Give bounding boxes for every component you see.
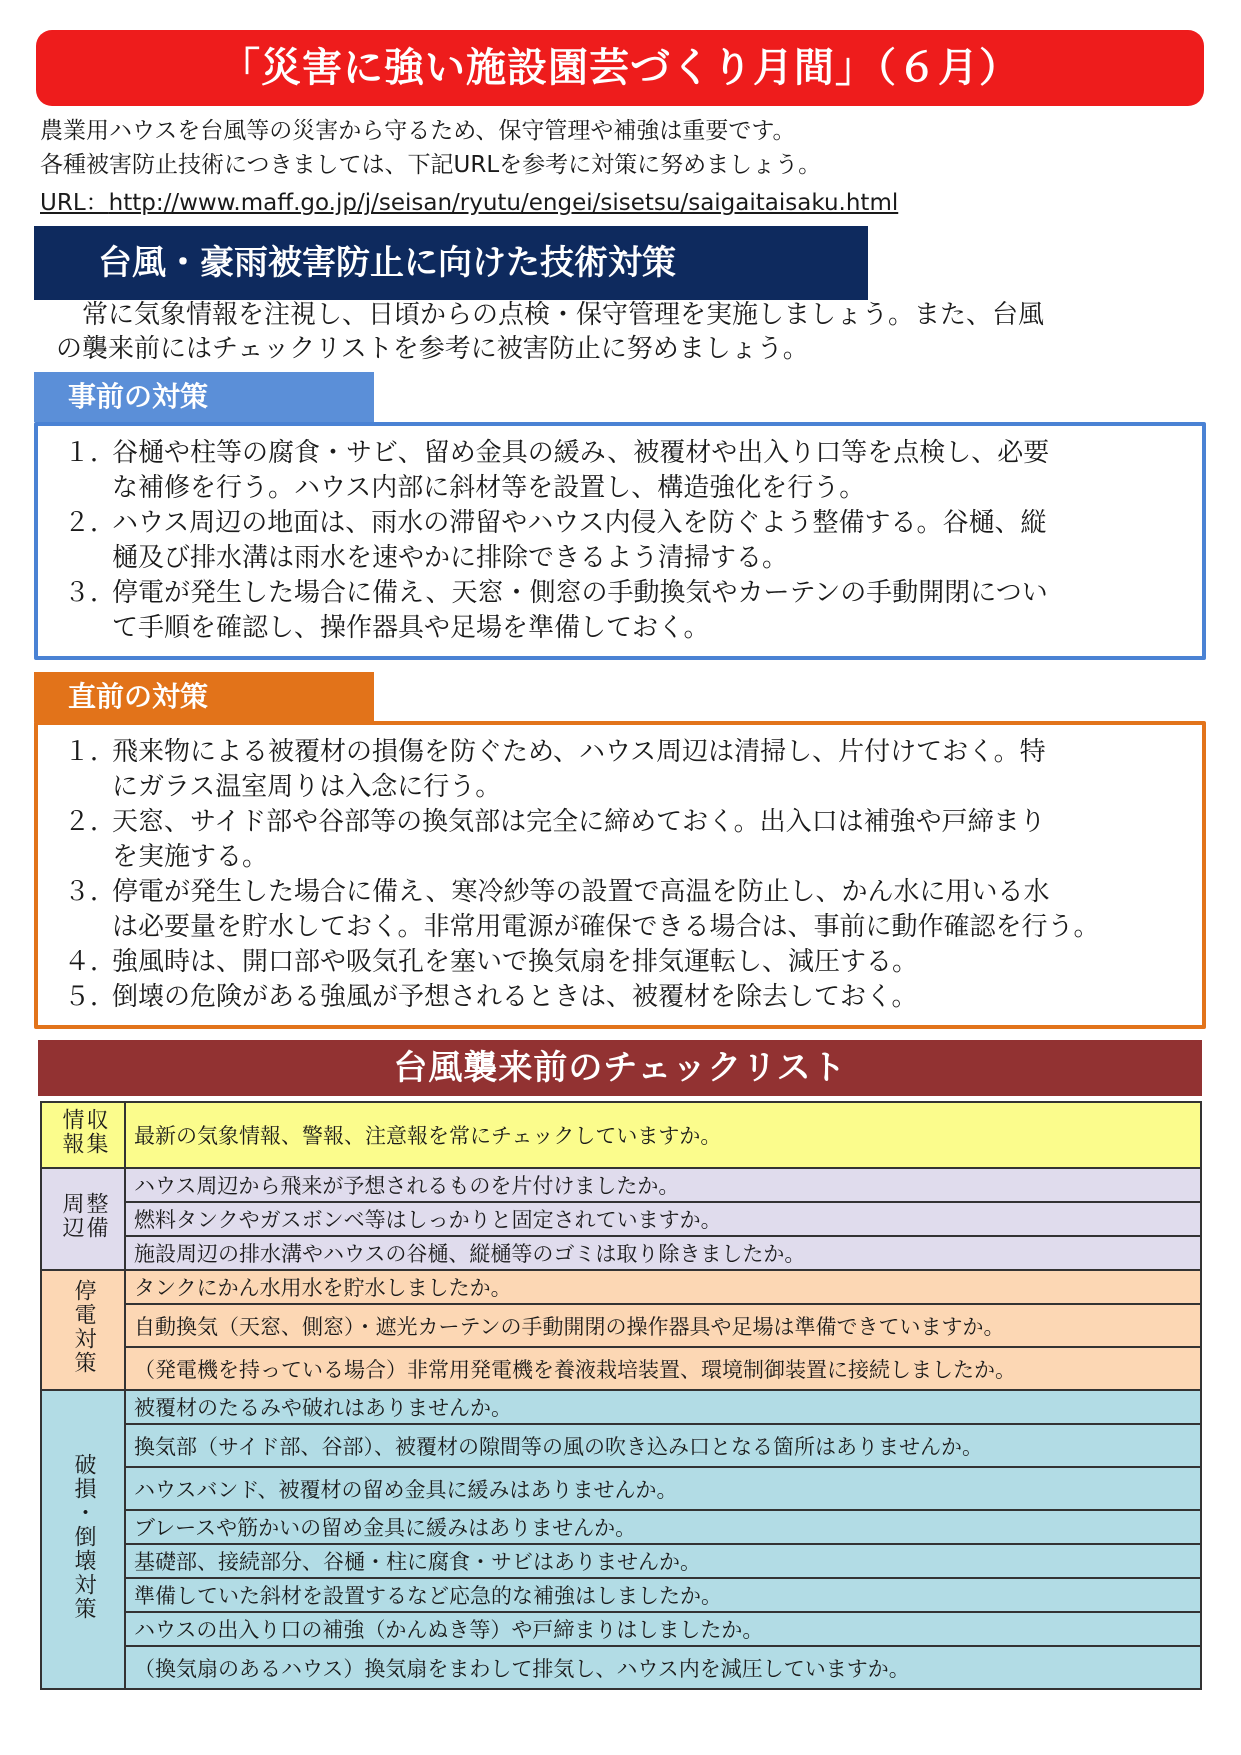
item-text: 飛来物による被覆材の損傷を防ぐため、ハウス周辺は清掃し、片付けておく。特 (112, 737, 1046, 767)
list-item (64, 980, 1182, 1015)
category-label: 破損・倒壊対策 (71, 1452, 96, 1621)
table-row (41, 1202, 1201, 1236)
table-row (41, 1578, 1201, 1612)
section-title: 台風・豪雨被害防止に向けた技術対策 (34, 226, 868, 300)
table-row (41, 1168, 1201, 1202)
table-row (41, 1646, 1201, 1689)
item-number: １． (64, 737, 117, 767)
item-number: ５． (64, 982, 117, 1012)
intro-line: 各種被害防止技術につきましては、下記URLを参考に対策に努めましょう。 (40, 152, 822, 178)
item-text: は必要量を貯水しておく。非常用電源が確保できる場合は、事前に動作確認を行う。 (112, 912, 1100, 942)
item-number: ３． (64, 877, 117, 907)
table-row (41, 1102, 1201, 1168)
item-text: ハウス周辺の地面は、雨水の滞留やハウス内侵入を防ぐよう整備する。谷樋、縦 (112, 508, 1047, 538)
item-number: ３． (64, 578, 117, 608)
item-text: 強風時は、開口部や吸気孔を塞いで換気扇を排気運転し、減圧する。 (112, 947, 919, 977)
immediate-measures-box (34, 721, 1206, 1029)
intro-text (40, 114, 898, 220)
check-item: （換気扇のあるハウス）換気扇をまわして排気し、ハウス内を減圧していますか。 (125, 1646, 1201, 1689)
category-cell (41, 1168, 125, 1270)
list-item (64, 805, 1182, 875)
item-text: て手順を確認し、操作器具や足場を準備しておく。 (112, 613, 710, 643)
lead-line: 常に気象情報を注視し、日頃からの点検・保守管理を実施しましょう。また、台風 (56, 300, 1045, 330)
immediate-measures-tag: 直前の対策 (34, 672, 374, 722)
category-cell (41, 1102, 125, 1168)
category-label: 収集 (83, 1108, 108, 1156)
table-row (41, 1510, 1201, 1544)
checklist-table (40, 1101, 1202, 1690)
item-text: 天窓、サイド部や谷部等の換気部は完全に締めておく。出入口は補強や戸締まり (112, 807, 1046, 837)
category-cell (41, 1270, 125, 1390)
list-item (64, 506, 1182, 576)
item-number: １． (64, 438, 117, 468)
check-item: ハウスバンド、被覆材の留め金具に緩みはありませんか。 (125, 1467, 1201, 1510)
item-text: 谷樋や柱等の腐食・サビ、留め金具の緩み、被覆材や出入り口等を点検し、必要 (112, 438, 1050, 468)
check-item: ハウス周辺から飛来が予想されるものを片付けましたか。 (125, 1168, 1201, 1202)
table-row (41, 1347, 1201, 1390)
url-line (40, 186, 898, 220)
page-banner: 「災害に強い施設園芸づくり月間」（６月） (36, 30, 1204, 106)
category-label: 情報 (59, 1108, 84, 1156)
item-text: を実施する。 (112, 842, 269, 872)
item-text: 樋及び排水溝は雨水を速やかに排除できるよう清掃する。 (112, 543, 789, 573)
check-item: ブレースや筋かいの留め金具に緩みはありませんか。 (125, 1510, 1201, 1544)
check-item: ハウスの出入り口の補強（かんぬき等）や戸締まりはしましたか。 (125, 1612, 1201, 1646)
item-text: 停電が発生した場合に備え、天窓・側窓の手動換気やカーテンの手動開閉につい (112, 578, 1048, 608)
check-item: 被覆材のたるみや破れはありませんか。 (125, 1390, 1201, 1424)
category-label: 周辺 (59, 1192, 84, 1240)
table-row (41, 1390, 1201, 1424)
check-item: 燃料タンクやガスボンベ等はしっかりと固定されていますか。 (125, 1202, 1201, 1236)
check-item: 自動換気（天窓、側窓）・遮光カーテンの手動開閉の操作器具や足場は準備できていますか。 (125, 1304, 1201, 1347)
item-text: にガラス温室周りは入念に行う。 (112, 772, 502, 802)
item-text: な補修を行う。ハウス内部に斜材等を設置し、構造強化を行う。 (112, 473, 866, 503)
item-number: ４． (64, 947, 117, 977)
table-row (41, 1612, 1201, 1646)
check-item: 基礎部、接続部分、谷樋・柱に腐食・サビはありませんか。 (125, 1544, 1201, 1578)
check-item: 準備していた斜材を設置するなど応急的な補強はしましたか。 (125, 1578, 1201, 1612)
table-row (41, 1424, 1201, 1467)
check-item: 施設周辺の排水溝やハウスの谷樋、縦樋等のゴミは取り除きましたか。 (125, 1236, 1201, 1270)
lead-text (56, 298, 1176, 366)
advance-measures-box (34, 422, 1206, 660)
item-number: ２． (64, 807, 117, 837)
table-row (41, 1270, 1201, 1304)
table-row (41, 1467, 1201, 1510)
list-item (64, 436, 1182, 506)
category-label: 停電対策 (71, 1279, 96, 1375)
list-item (64, 576, 1182, 646)
list-item (64, 875, 1182, 945)
category-label: 整備 (83, 1192, 108, 1240)
table-row (41, 1544, 1201, 1578)
list-item (64, 735, 1182, 805)
list-item (64, 945, 1182, 980)
url-label: URL： (40, 190, 109, 216)
check-item: 換気部（サイド部、谷部）、被覆材の隙間等の風の吹き込み口となる箇所はありませんか。 (125, 1424, 1201, 1467)
category-cell (41, 1390, 125, 1689)
item-text: 停電が発生した場合に備え、寒冷紗等の設置で高温を防止し、かん水に用いる水 (112, 877, 1050, 907)
item-number: ２． (64, 508, 117, 538)
advance-measures-tag: 事前の対策 (34, 372, 374, 422)
url-link[interactable]: http://www.maff.go.jp/j/seisan/ryutu/engei/sisetsu/saigaitaisaku.html (108, 190, 899, 216)
table-row (41, 1236, 1201, 1270)
check-item: タンクにかん水用水を貯水しましたか。 (125, 1270, 1201, 1304)
lead-line: の襲来前にはチェックリストを参考に被害防止に努めましょう。 (56, 334, 809, 364)
table-row (41, 1304, 1201, 1347)
check-item: 最新の気象情報、警報、注意報を常にチェックしていますか。 (125, 1102, 1201, 1168)
item-text: 倒壊の危険がある強風が予想されるときは、被覆材を除去しておく。 (112, 982, 918, 1012)
checklist-title: 台風襲来前のチェックリスト (38, 1040, 1202, 1096)
check-item: （発電機を持っている場合）非常用発電機を養液栽培装置、環境制御装置に接続しましたか。 (125, 1347, 1201, 1390)
intro-line: 農業用ハウスを台風等の災害から守るため、保守管理や補強は重要です。 (40, 118, 796, 144)
